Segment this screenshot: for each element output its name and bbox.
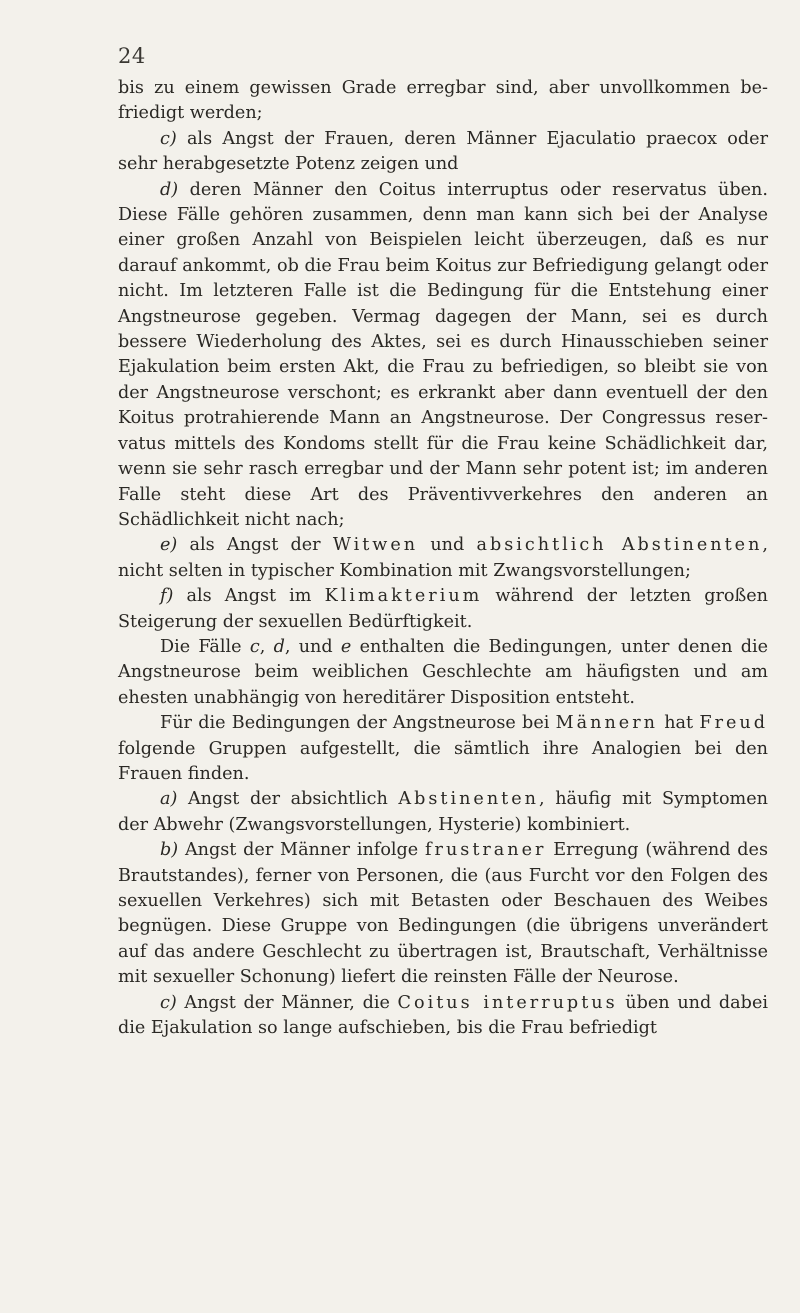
paragraph-p2 xyxy=(118,178,768,534)
paragraph-p9 xyxy=(118,991,768,1042)
text-segment: als Angst der Frauen, deren Männer Ejaculatio praecox oder sehr herabgesetzte Potenz zeigen und xyxy=(118,128,768,175)
text-segment: c) xyxy=(160,992,177,1013)
text-segment: d xyxy=(273,636,285,657)
text-segment: a) xyxy=(160,789,178,810)
text-segment: e xyxy=(340,636,352,657)
paragraph-p0 xyxy=(118,76,768,127)
text-segment: Coitus interruptus xyxy=(397,992,618,1013)
paragraph-p8 xyxy=(118,838,768,990)
text-segment: c) xyxy=(160,128,177,149)
text-segment: hat xyxy=(657,713,700,734)
paragraph-p7 xyxy=(118,787,768,838)
text-segment: Männern xyxy=(555,713,658,734)
text-segment: , und xyxy=(284,636,341,657)
text-segment: deren Männer den Coitus interruptus oder reservatus üben. Diese Fälle gehören zusammen, denn man kann sich bei der Analyse einer großen Anzahl von Beispielen leicht überzeugen, daß es nur darauf ankommt, ob die Frau beim Koitus zur Befriedigung gelangt oder nicht. Im letzteren Falle ist die Bedingung für die Entstehung einer Angstneurose gegeben. Vermag dagegen der Mann, sei es durch bessere Wiederholung des Aktes, sei es durch Hinausschieben seiner Ejakulation beim ersten Akt, die Frau zu befriedigen, so bleibt sie von der Angstneurose verschont; es erkrankt aber dann eventuell der den Koitus protrahierende Mann an Angstneurose. Der Congressus reservatus mittels des Kondoms stellt für die Frau keine Schädlichkeit dar, wenn sie sehr rasch erregbar und der Mann sehr potent ist; im anderen Falle steht diese Art des Präventivverkehres den anderen an Schädlichkeit nicht nach; xyxy=(118,179,768,530)
text-segment: üben und dabei die Ejakulation so lange aufschieben, bis die Frau befriedigt xyxy=(118,992,768,1039)
text-segment: Klimakterium xyxy=(324,586,483,607)
text-segment: Abstinenten xyxy=(398,789,539,810)
text-segment: b) xyxy=(160,840,179,861)
text-segment: enthalten die Bedingungen, unter denen die Angstneurose beim weiblichen Geschlechte am häufigsten und am ehesten unabhängig von hereditärer Disposition entsteht. xyxy=(118,636,769,708)
text-segment: folgende Gruppen aufgestellt, die sämtlich ihre Analogien bei den Frauen finden. xyxy=(118,738,768,784)
text-segment: , häufig mit Symptomen der Abwehr (Zwangsvorstellungen, Hysterie) kombiniert. xyxy=(118,789,768,835)
paragraph-p4 xyxy=(118,584,768,635)
text-segment: Freud xyxy=(699,713,768,734)
text-segment: , xyxy=(259,636,274,657)
text-segment: Erregung (während des Brautstandes), ferner von Personen, die (aus Furcht vor den Folgen des sexuellen Verkehres) sich mit Betasten oder Beschauen des Weibes begnügen. Diese Gruppe von Bedingungen (die übrigens unverändert auf das andere Geschlecht zu übertragen ist, Brautschaft, Verhältnisse mit sexueller Schonung) liefert die reinsten Fälle der Neurose. xyxy=(118,840,768,988)
text-segment: während der letzten großen Steigerung der sexuellen Bedürftigkeit. xyxy=(118,586,768,632)
paragraph-p3 xyxy=(118,533,768,584)
text-segment: absichtlich Abstinenten xyxy=(476,535,763,556)
text-segment: Angst der Männer, die xyxy=(176,992,398,1013)
paragraph-p6 xyxy=(118,711,768,787)
paragraph-p5 xyxy=(118,635,768,711)
text-segment: Angst der absichtlich xyxy=(177,789,399,810)
paragraph-p1 xyxy=(118,127,768,178)
text-segment: als Angst der xyxy=(177,535,333,556)
text-segment: Angst der Männer infolge xyxy=(178,840,426,861)
text-segment: e) xyxy=(160,535,178,556)
text-segment: d) xyxy=(160,179,179,200)
text-segment: bis zu einem gewissen Grade erregbar sind, aber unvollkommen befriedigt werden; xyxy=(118,78,768,124)
text-segment: Die Fälle xyxy=(160,636,250,657)
text-segment: als Angst im xyxy=(173,586,325,607)
text-segment: Für die Bedingungen der Angstneurose bei xyxy=(160,713,556,734)
text-segment: frustraner xyxy=(425,840,547,861)
text-segment: und xyxy=(418,535,477,556)
text-segment: , nicht selten in typischer Kombination mit Zwangsvorstellungen; xyxy=(118,535,769,581)
page-number: 24 xyxy=(118,44,146,68)
text-segment: f) xyxy=(160,586,174,607)
body-text xyxy=(118,76,768,1041)
text-segment: c xyxy=(249,636,260,657)
text-segment: Witwen xyxy=(332,535,419,556)
